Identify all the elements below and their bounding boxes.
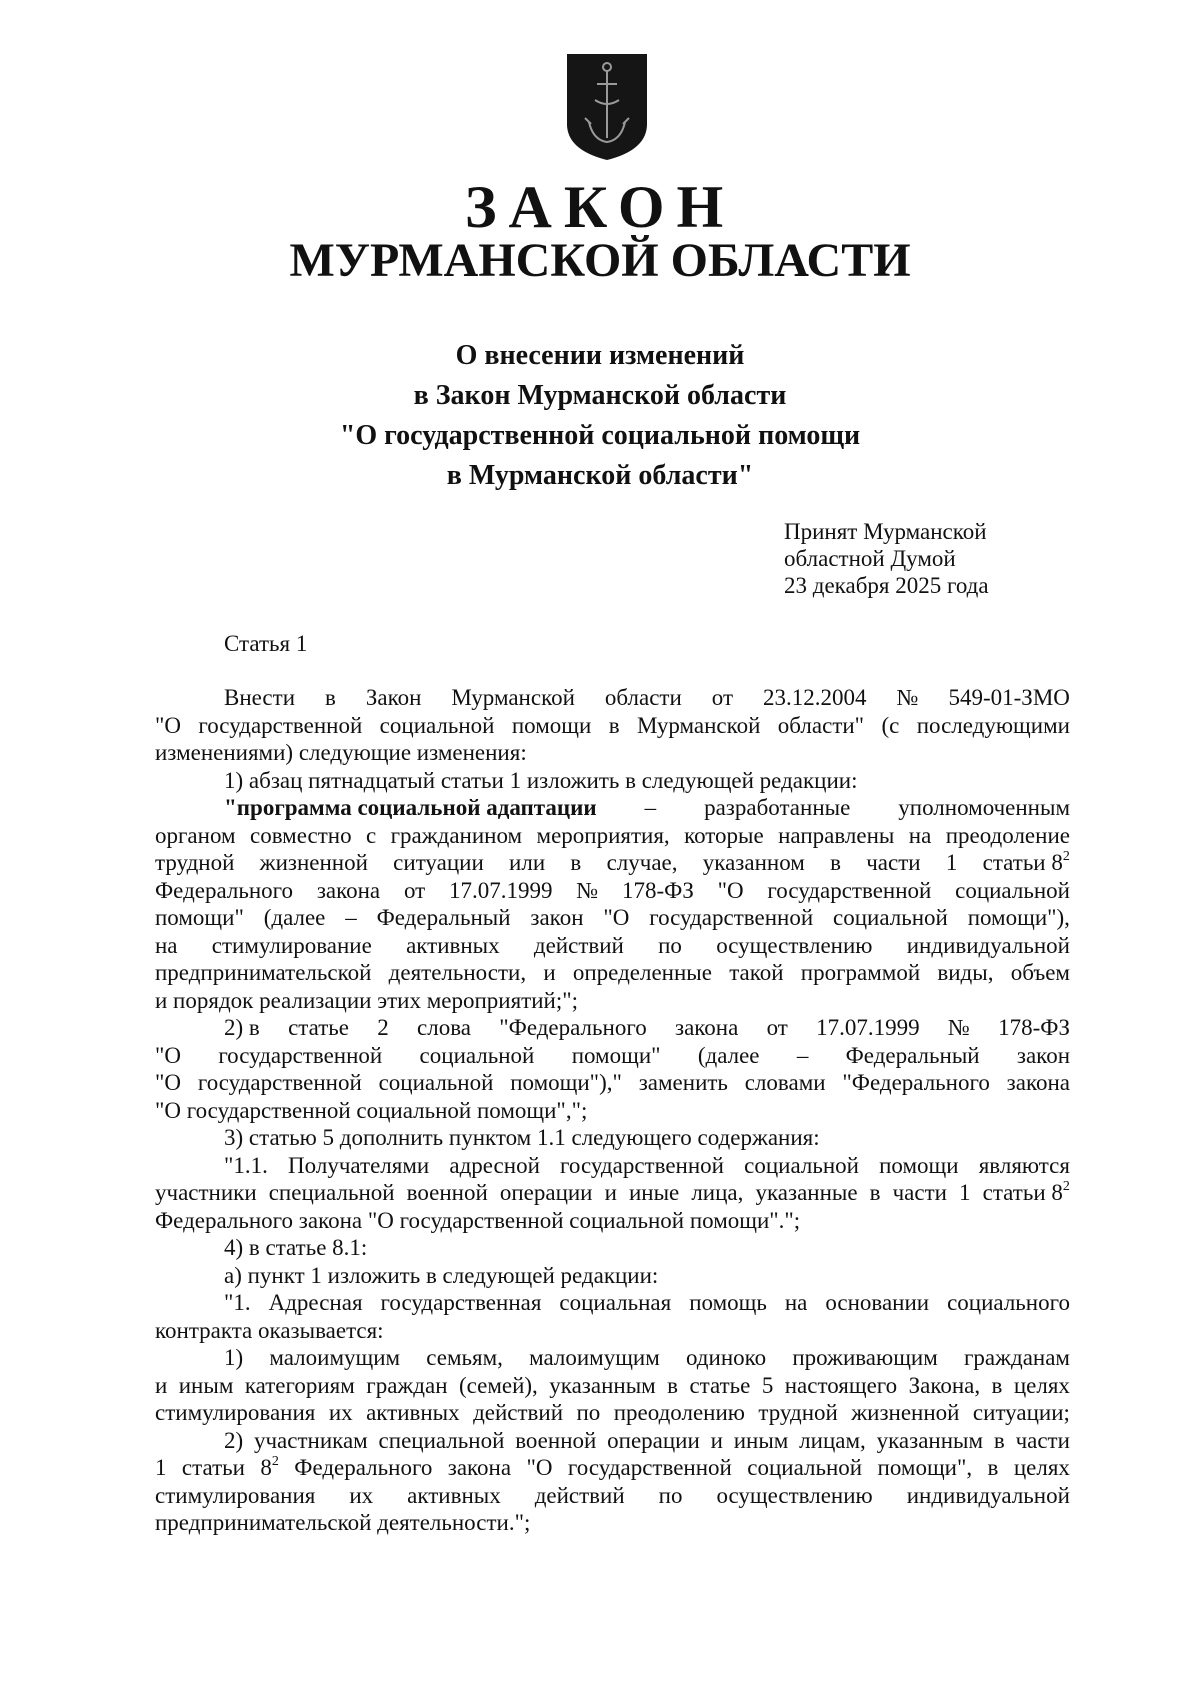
word: Закон (365, 685, 422, 710)
word: 5 (761, 1372, 774, 1398)
word: активных (406, 932, 500, 958)
word: предпринимательской (155, 960, 372, 985)
word: социального (947, 1290, 1070, 1315)
defined-term: "программа социальной адаптации (224, 795, 597, 820)
word: такой (729, 960, 784, 985)
subject-line: О внесении изменений (455, 340, 745, 371)
text-line (155, 1344, 1070, 1372)
word: "О (155, 1070, 181, 1095)
word: (с (881, 712, 900, 738)
word: по (658, 1482, 683, 1508)
text-line (155, 877, 1070, 905)
word: на (784, 1290, 808, 1315)
word: № (896, 685, 919, 710)
word: гражданам (963, 1345, 1070, 1370)
word: операции (607, 1427, 700, 1453)
text-line: Федерального закона "О государственной социальной помощи"."; (155, 1207, 801, 1233)
word: адресной (449, 1152, 540, 1178)
text-line: а) пункт 1 изложить в следующей редакции: (224, 1262, 659, 1288)
word: с (365, 822, 377, 848)
word: от (766, 1015, 788, 1040)
word: статье (689, 1372, 751, 1398)
word: 1) (224, 1345, 244, 1370)
word: стимулирования (155, 1400, 316, 1425)
word: Получателями (288, 1152, 430, 1178)
text-line (155, 1372, 1070, 1400)
word: государственная (380, 1290, 542, 1315)
word: Закона, (908, 1372, 981, 1398)
region-heading: МУРМАНСКОЙ ОБЛАСТИ (289, 234, 911, 287)
word: "О (603, 905, 630, 930)
word: области (604, 685, 682, 710)
word: 2) в (224, 1015, 260, 1040)
word: закон (1016, 1042, 1070, 1068)
word: в (667, 1372, 679, 1398)
word: 17.07.1999 (816, 1015, 920, 1040)
word: 23.12.2004 (763, 685, 867, 710)
text-line (155, 1152, 1070, 1180)
law-word-heading: ЗАКОН (464, 174, 736, 240)
word: (далее (697, 1042, 760, 1068)
text-line: "программа социальной адаптации – разработанные уполномоченным (224, 795, 1070, 820)
text-line (155, 712, 1070, 740)
word: активных (366, 1400, 460, 1425)
word: государственной (767, 877, 932, 903)
word: целях (1013, 1372, 1070, 1398)
text-line (155, 1289, 1070, 1317)
word: государственной (649, 905, 814, 930)
word: активных (407, 1482, 501, 1508)
word: № (576, 877, 599, 903)
text-line (155, 1069, 1070, 1097)
word: "О (155, 712, 181, 738)
word: настоящего (784, 1372, 898, 1398)
word: проживающим (792, 1345, 938, 1370)
word: 2) (224, 1427, 244, 1453)
text-line (155, 1427, 1070, 1455)
word: Федерального (155, 877, 294, 903)
text-line (155, 684, 1070, 712)
word: категориям (244, 1372, 355, 1398)
word: Адресная (268, 1290, 363, 1315)
word: помощи" (155, 905, 244, 930)
word: социальная (559, 1290, 672, 1315)
word: на (908, 822, 932, 848)
law-subject-title (0, 336, 1200, 496)
word: объем (1010, 960, 1070, 985)
subject-line: "О государственной социальной помощи (339, 420, 861, 451)
word: государственной (198, 712, 363, 738)
word: малоимущим (269, 1345, 401, 1370)
word: действий (534, 1482, 625, 1508)
word: преодолению (613, 1400, 745, 1425)
word: по (576, 1400, 601, 1425)
word: Внести (224, 685, 295, 710)
word: Мурманской (451, 685, 575, 710)
word: являются (978, 1152, 1070, 1178)
word: виды, (937, 960, 994, 985)
text-line: и порядок реализации этих мероприятий;"; (155, 987, 579, 1013)
word: органом (155, 822, 236, 848)
word: "Федерального (842, 1070, 990, 1095)
word: социальной (378, 1070, 494, 1095)
text-line: "О государственной социальной помощи","; (155, 1097, 588, 1123)
word: помощи" (571, 1042, 661, 1068)
text-line (155, 1042, 1070, 1070)
word: "1.1. (224, 1152, 268, 1178)
text-line: 1 статьи $8^2$ Федерального закона "О государственной социальной помощи", в целях (155, 1454, 1070, 1480)
text-line (155, 1399, 1070, 1427)
word: социальной (379, 712, 495, 738)
text-line: контракта оказывается: (155, 1317, 384, 1343)
word: помощи"), (967, 905, 1070, 930)
word: осуществлению (716, 932, 873, 958)
word: семьям, (426, 1345, 503, 1370)
word: совместно (249, 822, 352, 848)
word: иным (178, 1372, 234, 1398)
word: 549-01-ЗМО (948, 685, 1070, 710)
word: по (658, 932, 682, 958)
subject-line: в Закон Мурманской области (413, 380, 787, 411)
adoption-line: Принят Мурманской (784, 519, 987, 544)
word: "Федерального (499, 1015, 647, 1040)
word: осуществлению (716, 1482, 873, 1508)
text-line: 4) в статье 8.1: (224, 1235, 368, 1260)
word: и (543, 960, 556, 985)
word: – (796, 1042, 809, 1068)
word: "О (717, 877, 744, 903)
word: ситуации; (972, 1400, 1070, 1425)
text-line (155, 904, 1070, 932)
word: направлены (778, 822, 895, 848)
adoption-note (784, 518, 989, 599)
word: заменить (638, 1070, 728, 1095)
word: в (608, 712, 620, 738)
word: указанным (876, 1427, 984, 1453)
article-heading: Статья 1 (224, 631, 308, 656)
word: мероприятия, (536, 822, 670, 848)
text-line (155, 1014, 1070, 1042)
word: закон (530, 905, 584, 930)
word: участникам (253, 1427, 368, 1453)
word: области" (777, 712, 865, 738)
text-line: участники специальной военной операции и иные лица, указанные в части 1 статьи $8^2$ (155, 1179, 1070, 1205)
word: Федеральный (376, 905, 511, 930)
word: закона (316, 877, 381, 903)
word: иным (733, 1427, 789, 1453)
word: статье (288, 1015, 349, 1040)
word: индивидуальной (906, 1482, 1070, 1508)
word: и (155, 1372, 168, 1398)
word: стимулирования (155, 1482, 316, 1508)
word: Федеральный (845, 1042, 980, 1068)
word: (далее (263, 905, 326, 930)
word: и (710, 1427, 723, 1453)
word: № (947, 1015, 970, 1040)
word: малоимущим (529, 1345, 660, 1370)
word: деятельности, (388, 960, 527, 985)
word: 2 (377, 1015, 389, 1040)
word: социальной (419, 1042, 535, 1068)
text-line: 3) статью 5 дополнить пунктом 1.1 следующего содержания: (224, 1125, 820, 1150)
word: (семей), (458, 1372, 538, 1398)
subject-line: в Мурманской области" (446, 460, 754, 491)
word: стимулирование (211, 932, 372, 958)
text-line: 1) абзац пятнадцатый статьи 1 изложить в следующей редакции: (224, 767, 858, 793)
word: "1. (224, 1290, 251, 1315)
word: помощи (879, 1152, 959, 1178)
word: государственной (197, 1070, 362, 1095)
text-line: предпринимательской деятельности."; (155, 1510, 531, 1535)
word: от (403, 877, 426, 903)
word: действий (473, 1400, 564, 1425)
word: их (328, 1400, 353, 1425)
word: программой (800, 960, 921, 985)
word: помощи (511, 712, 592, 738)
word: слова (417, 1015, 471, 1040)
word: их (349, 1482, 374, 1508)
word: одиноко (685, 1345, 767, 1370)
coat-of-arms-icon (563, 50, 651, 162)
word: – (345, 905, 357, 930)
word: указанным (549, 1372, 656, 1398)
word: лицам, (799, 1427, 866, 1453)
word: социальной (744, 1152, 859, 1178)
word: на (155, 932, 178, 958)
text-line (155, 1482, 1070, 1510)
word: действий (533, 932, 624, 958)
word: закона (1006, 1070, 1070, 1095)
text-line (155, 959, 1070, 987)
word: индивидуальной (906, 932, 1070, 958)
word: социальной (833, 905, 948, 930)
text-line: изменениями) следующие изменения: (155, 740, 527, 765)
adoption-line: областной Думой (784, 546, 956, 571)
word: 178-ФЗ (998, 1015, 1070, 1040)
word: социальной (955, 877, 1070, 903)
word: военной (515, 1427, 597, 1453)
word: части (1015, 1427, 1070, 1453)
word: 178-ФЗ (621, 877, 694, 903)
article-body (155, 684, 1070, 1537)
word: основании (825, 1290, 930, 1315)
word: граждан (366, 1372, 448, 1398)
word: в (991, 1372, 1003, 1398)
text-line: трудной жизненной ситуации или в случае, указанном в части 1 статьи $8^2$ (155, 849, 1070, 875)
word: в (325, 685, 336, 710)
text-line (155, 822, 1070, 850)
adoption-date: 23 декабря 2025 года (784, 573, 989, 598)
word: преодоление (945, 822, 1070, 848)
word: в (993, 1427, 1005, 1453)
word: государственной (560, 1152, 724, 1178)
word: гражданином (390, 822, 523, 848)
word: словами (744, 1070, 826, 1095)
word: которые (684, 822, 764, 848)
word: помощь (689, 1290, 767, 1315)
word: помощи")," (510, 1070, 622, 1095)
word: государственной (218, 1042, 383, 1068)
word: от (711, 685, 734, 710)
text-line (155, 932, 1070, 960)
word: трудной (758, 1400, 838, 1425)
word: 17.07.1999 (448, 877, 553, 903)
word: "О (155, 1042, 181, 1068)
word: определенные (572, 960, 712, 985)
word: Мурманской (636, 712, 761, 738)
word: жизненной (851, 1400, 960, 1425)
word: закона (674, 1015, 739, 1040)
word: последующими (916, 712, 1070, 738)
word: специальной (378, 1427, 505, 1453)
